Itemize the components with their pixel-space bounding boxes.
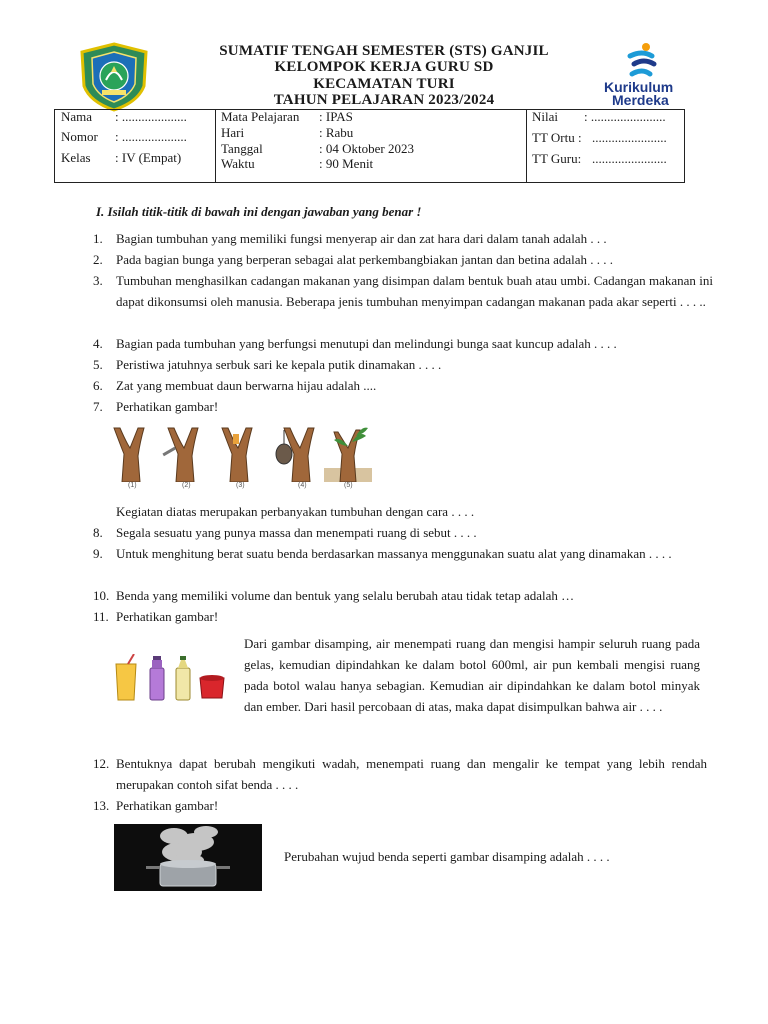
question-number: 3. bbox=[93, 273, 103, 288]
question-number: 10. bbox=[93, 588, 110, 603]
question-text: Perhatikan gambar! bbox=[116, 399, 219, 414]
figure-caption-2: (2) bbox=[182, 482, 191, 489]
question-text: Perhatikan gambar! bbox=[116, 609, 219, 624]
question-number: 8. bbox=[93, 525, 103, 540]
question-text: Segala sesuatu yang punya massa dan menempati ruang di sebut . . . . bbox=[116, 525, 477, 540]
mapel-value: : IPAS bbox=[319, 109, 353, 124]
question-text: Zat yang membuat daun berwarna hijau adalah .... bbox=[116, 378, 377, 393]
nomor-label: Nomor bbox=[61, 129, 98, 144]
glass-image bbox=[116, 654, 136, 700]
question-text: Bagian tumbuhan yang memiliki fungsi menyerap air dan zat hara dari dalam tanah adalah . . . bbox=[116, 231, 607, 246]
question-text: Peristiwa jatuhnya serbuk sari ke kepala putik dinamakan . . . . bbox=[116, 357, 442, 372]
question-number: 11. bbox=[93, 609, 109, 624]
waktu-label: Waktu bbox=[221, 156, 255, 171]
kelas-value: : IV (Empat) bbox=[115, 150, 182, 165]
question-text: Bentuknya dapat berubah mengikuti wadah, menempati ruang dan mengalir ke tempat yang lebih rendah merupakan contoh sifat benda . . . . bbox=[116, 756, 707, 792]
waktu-value: : 90 Menit bbox=[319, 156, 374, 171]
question-text: Pada bagian bunga yang berperan sebagai alat perkembangbiakan jantan dan betina adalah . . . . bbox=[116, 252, 614, 267]
figure-caption-3: (3) bbox=[236, 482, 245, 489]
figure-caption-1: (1) bbox=[128, 482, 137, 489]
header-line-2: KELOMPOK KERJA GURU SD bbox=[274, 59, 494, 75]
question-number: 13. bbox=[93, 798, 110, 813]
question-number: 9. bbox=[93, 546, 103, 561]
nomor-field[interactable]: : .................... bbox=[115, 129, 187, 144]
question-number: 12. bbox=[93, 756, 110, 771]
tree-step-2-image bbox=[162, 428, 198, 482]
question-text: Untuk menghitung berat suatu benda berdasarkan massanya menggunakan suatu alat yang dinamakan . . . . bbox=[116, 546, 672, 561]
question-text: Perubahan wujud benda seperti gambar disamping adalah . . . . bbox=[284, 849, 610, 864]
tree-step-4-image bbox=[276, 428, 314, 482]
steam-image bbox=[160, 826, 218, 866]
kelas-label: Kelas bbox=[61, 150, 91, 165]
tree-step-1-image bbox=[114, 428, 144, 482]
tt-guru-field[interactable]: ....................... bbox=[592, 151, 667, 166]
question-text: Perhatikan gambar! bbox=[116, 798, 219, 813]
question-text: Dari gambar disamping, air menempati ruang dan mengisi hampir seluruh ruang pada gelas, kemudian dipindahkan ke dalam botol 600ml, air pun kembali mengisi ruang pada botol walau hanya sebagian. Kemudian air dipindahkan ke dalam botol minyak dan ember. Dari hasil percobaan di atas, maka dapat disimpulkan bahwa air . . . . bbox=[244, 636, 700, 714]
bucket-image bbox=[200, 675, 224, 698]
header-line-3: KECAMATAN TURI bbox=[313, 76, 455, 92]
tt-guru-label: TT Guru: bbox=[532, 151, 582, 166]
score-info-column bbox=[526, 110, 684, 182]
tt-ortu-field[interactable]: ....................... bbox=[592, 130, 667, 145]
tree-step-3-image bbox=[222, 428, 252, 482]
question-number: 1. bbox=[93, 231, 103, 246]
question-number: 7. bbox=[93, 399, 103, 414]
header-line-4: TAHUN PELAJARAN 2023/2024 bbox=[273, 92, 495, 108]
bottle-600ml-image bbox=[150, 656, 164, 700]
question-text: Bagian pada tumbuhan yang berfungsi menutupi dan melindungi bunga saat kuncup adalah . . . . bbox=[116, 336, 617, 351]
mapel-label: Mata Pelajaran bbox=[221, 109, 300, 124]
figure-caption-4: (4) bbox=[298, 482, 307, 489]
tanggal-label: Tanggal bbox=[221, 141, 263, 156]
nilai-label: Nilai bbox=[532, 109, 558, 124]
identity-box bbox=[54, 109, 685, 183]
logo-text-merdeka: Merdeka bbox=[612, 92, 669, 108]
pot-image bbox=[146, 860, 230, 886]
oil-bottle-image bbox=[176, 656, 190, 700]
question-text: Tumbuhan menghasilkan cadangan makanan yang disimpan dalam bentuk buah atau umbi. Cadangan makanan ini dapat dikonsumsi oleh manusia. Beberapa jenis tumbuhan menyimpan cadangan makanan pada akar seperti . . . .. bbox=[116, 273, 713, 309]
tree-step-5-image bbox=[324, 428, 372, 482]
figure-boiling-pot-photo bbox=[114, 824, 262, 891]
nama-field[interactable]: : .................... bbox=[115, 109, 187, 124]
question-text: Kegiatan diatas merupakan perbanyakan tumbuhan dengan cara . . . . bbox=[116, 504, 475, 519]
question-text: Benda yang memiliki volume dan bentuk yang selalu berubah atau tidak tetap adalah … bbox=[116, 588, 575, 603]
question-number: 4. bbox=[93, 336, 103, 351]
nama-label: Nama bbox=[61, 109, 93, 124]
tanggal-value: : 04 Oktober 2023 bbox=[319, 141, 414, 156]
student-info-column bbox=[55, 110, 216, 182]
header-line-1: SUMATIF TENGAH SEMESTER (STS) GANJIL bbox=[219, 43, 549, 59]
figure-caption-5: (5) bbox=[344, 482, 353, 489]
kurikulum-merdeka-logo bbox=[600, 42, 688, 110]
question-number: 6. bbox=[93, 378, 103, 393]
figure-plant-propagation bbox=[112, 424, 374, 490]
section-title: I. Isilah titik-titik di bawah ini dengan jawaban yang benar ! bbox=[96, 204, 422, 219]
exam-info-column bbox=[215, 110, 527, 182]
logo-text-kurikulum: Kurikulum bbox=[604, 79, 674, 95]
hari-label: Hari bbox=[221, 125, 245, 140]
tt-ortu-label: TT Ortu : bbox=[532, 130, 582, 145]
question-number: 5. bbox=[93, 357, 103, 372]
question-number: 2. bbox=[93, 252, 103, 267]
figure-water-containers bbox=[112, 654, 228, 702]
hari-value: : Rabu bbox=[319, 125, 354, 140]
nilai-field[interactable]: : ....................... bbox=[584, 109, 666, 124]
